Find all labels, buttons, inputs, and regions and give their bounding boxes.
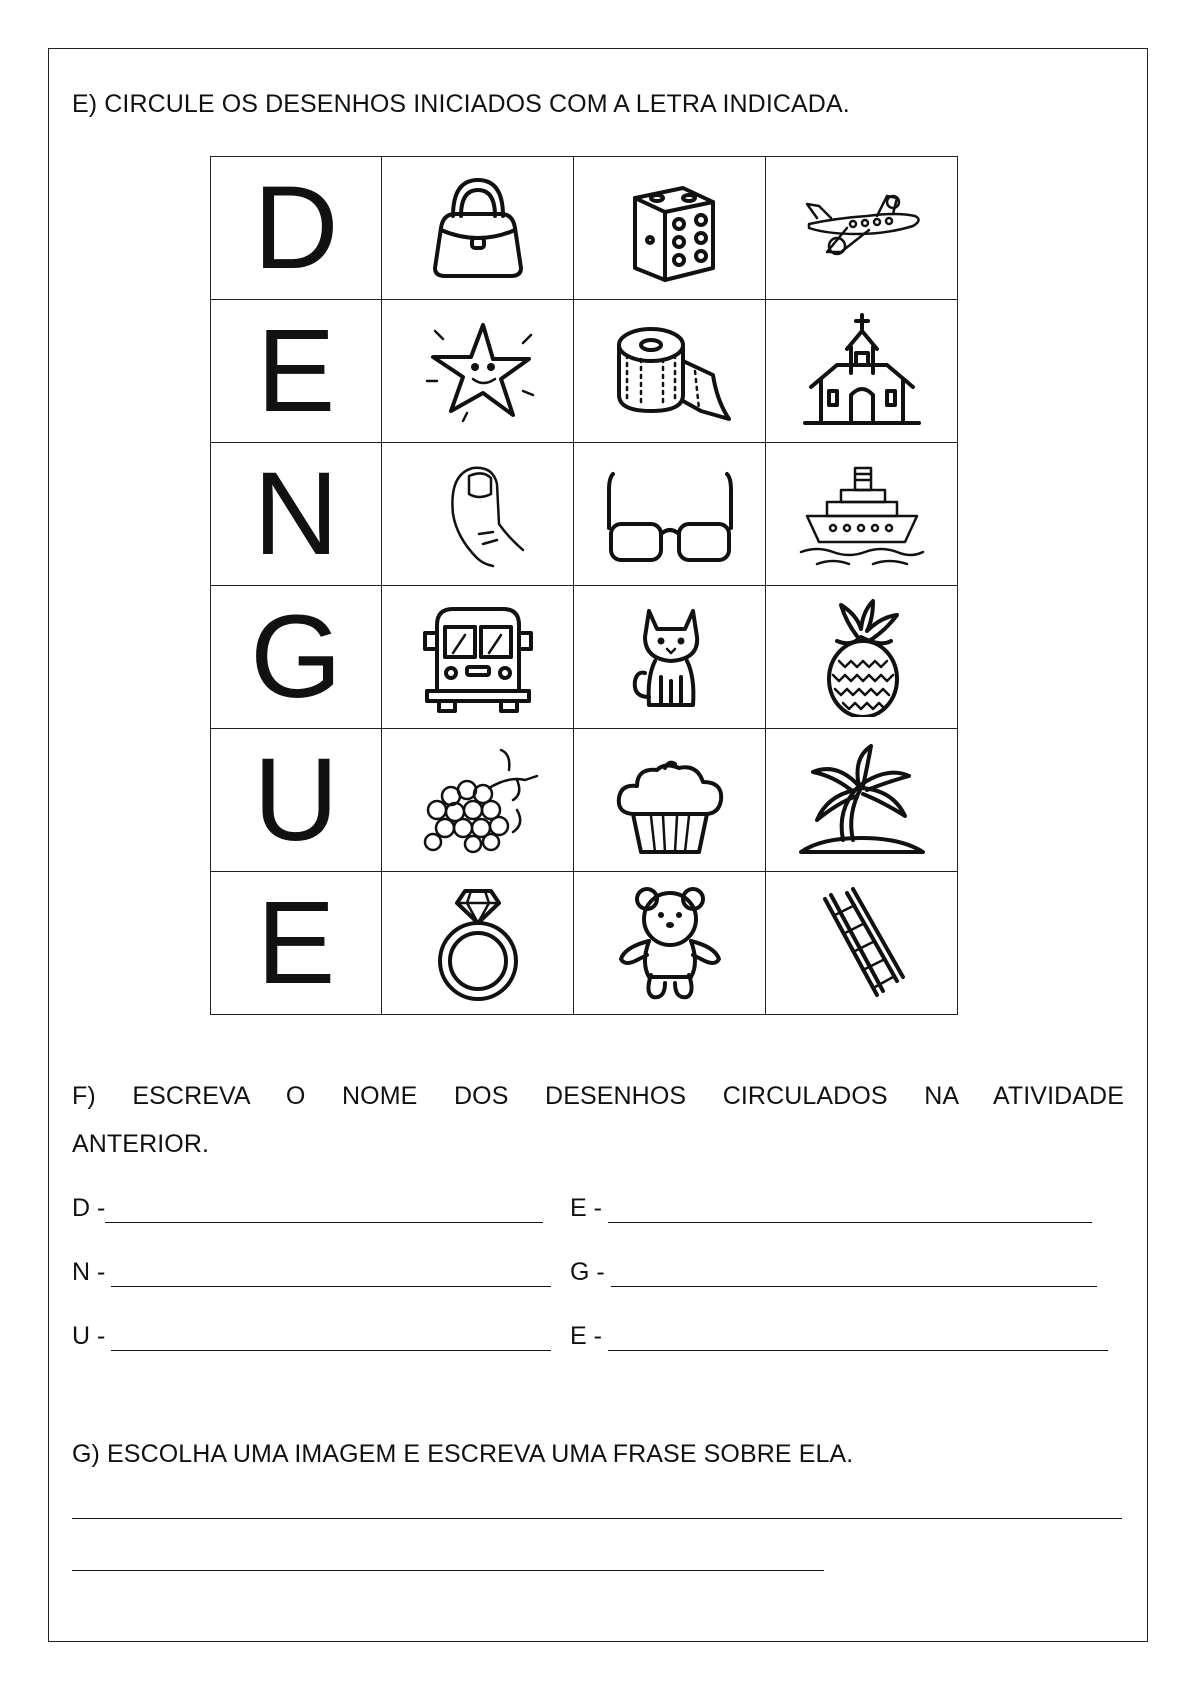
ladder-icon	[797, 883, 927, 1003]
answer-label: E -	[570, 1194, 602, 1222]
handbag-icon	[413, 168, 543, 288]
toilet-paper-icon	[605, 311, 735, 431]
grid-row-u	[211, 729, 958, 872]
picture-cell[interactable]	[766, 729, 958, 872]
cat-icon	[605, 597, 735, 717]
grid-row-n	[211, 443, 958, 586]
answer-label: D -	[72, 1194, 106, 1222]
answer-blank[interactable]	[111, 1264, 551, 1287]
picture-cell[interactable]	[382, 300, 574, 443]
picture-cell[interactable]	[766, 443, 958, 586]
answer-line-d[interactable]	[72, 1194, 543, 1223]
letter-cell	[211, 729, 382, 872]
picture-cell[interactable]	[574, 157, 766, 300]
star-icon	[413, 311, 543, 431]
teddy-bear-icon	[605, 883, 735, 1003]
section-g-title: G) ESCOLHA UMA IMAGEM E ESCREVA UMA FRASE SOBRE ELA.	[72, 1440, 854, 1468]
picture-cell[interactable]	[574, 443, 766, 586]
row-letter: U	[253, 734, 339, 866]
row-letter: N	[253, 448, 339, 580]
sentence-line-1[interactable]	[72, 1518, 1122, 1519]
answer-line-e[interactable]	[570, 1194, 1092, 1223]
letter-cell	[211, 443, 382, 586]
dice-icon	[605, 168, 735, 288]
letter-cell	[211, 157, 382, 300]
row-letter: G	[250, 591, 342, 723]
answer-blank[interactable]	[608, 1328, 1108, 1351]
palm-island-icon	[797, 740, 927, 860]
picture-cell[interactable]	[382, 157, 574, 300]
sentence-line-2[interactable]	[72, 1570, 824, 1571]
answer-blank[interactable]	[111, 1328, 551, 1351]
picture-cell[interactable]	[382, 872, 574, 1015]
picture-cell[interactable]	[574, 586, 766, 729]
bus-icon	[413, 597, 543, 717]
row-letter: D	[253, 162, 339, 294]
picture-cell[interactable]	[382, 586, 574, 729]
airplane-icon	[797, 168, 927, 288]
grid-row-e2	[211, 872, 958, 1015]
ring-icon	[413, 883, 543, 1003]
answer-label: N -	[72, 1258, 106, 1286]
section-e-title: E) CIRCULE OS DESENHOS INICIADOS COM A LETRA INDICADA.	[72, 90, 850, 118]
letter-cell	[211, 872, 382, 1015]
answer-blank[interactable]	[105, 1200, 543, 1223]
section-f-title: F) ESCREVA O NOME DOS DESENHOS CIRCULADOS NA ATIVIDADE	[72, 1082, 1124, 1110]
answer-line-e2[interactable]	[570, 1322, 1108, 1351]
row-letter: E	[256, 877, 336, 1009]
fingernail-icon	[413, 454, 543, 574]
answer-line-u[interactable]	[72, 1322, 551, 1351]
row-letter: E	[256, 305, 336, 437]
picture-cell[interactable]	[382, 729, 574, 872]
picture-cell[interactable]	[574, 729, 766, 872]
section-f-title-continued: ANTERIOR.	[72, 1130, 210, 1158]
answer-blank[interactable]	[611, 1264, 1097, 1287]
answer-label: U -	[72, 1322, 106, 1350]
glasses-icon	[605, 454, 735, 574]
picture-cell[interactable]	[382, 443, 574, 586]
letter-cell	[211, 300, 382, 443]
pineapple-icon	[797, 597, 927, 717]
answer-line-g[interactable]	[570, 1258, 1097, 1287]
cupcake-icon	[605, 740, 735, 860]
picture-cell[interactable]	[574, 872, 766, 1015]
ship-icon	[797, 454, 927, 574]
grid-row-d	[211, 157, 958, 300]
answer-label: G -	[570, 1258, 605, 1286]
letter-picture-grid	[210, 156, 958, 1015]
grid-row-g	[211, 586, 958, 729]
picture-cell[interactable]	[574, 300, 766, 443]
grapes-icon	[413, 740, 543, 860]
grid-row-e	[211, 300, 958, 443]
answer-blank[interactable]	[608, 1200, 1092, 1223]
picture-cell[interactable]	[766, 300, 958, 443]
answer-label: E -	[570, 1322, 602, 1350]
church-icon	[797, 311, 927, 431]
letter-cell	[211, 586, 382, 729]
answer-line-n[interactable]	[72, 1258, 551, 1287]
picture-cell[interactable]	[766, 157, 958, 300]
picture-cell[interactable]	[766, 872, 958, 1015]
picture-cell[interactable]	[766, 586, 958, 729]
